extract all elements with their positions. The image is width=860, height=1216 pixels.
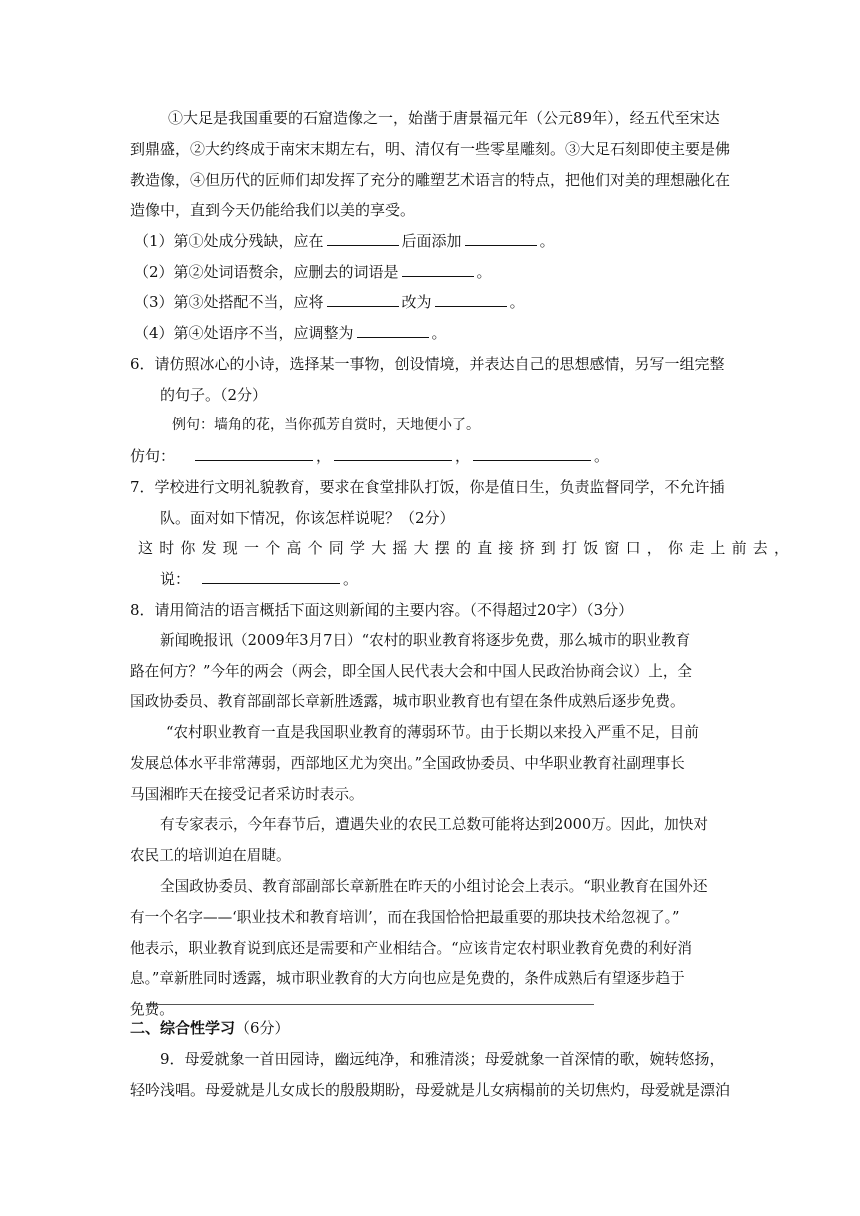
- section-title: 二、综合性学习: [130, 1019, 236, 1037]
- sub-question-4: [134, 323, 447, 343]
- sub-question-text: （4）第④处语序不当，应调整为: [134, 324, 354, 342]
- question-9-line: 轻吟浅唱。母爱就是儿女成长的殷殷期盼，母爱就是儿女病榻前的关切焦灼，母爱就是漂泊: [130, 1081, 731, 1099]
- answer-label: 仿句：: [130, 447, 176, 465]
- answer-blank[interactable]: [327, 231, 399, 246]
- passage-line: ①大足是我国重要的石窟造像之一，始凿于唐景福元年（公元89年），经五代至宋达: [168, 109, 720, 127]
- sub-question-1: [134, 231, 555, 251]
- news-line: 发展总体水平非常薄弱，西部地区尤为突出。”全国政协委员、中华职业教育社副理事长: [130, 755, 685, 772]
- news-line: 新闻晚报讯（2009年3月7日）“农村的职业教育将逐步免费，那么城市的职业教育: [160, 632, 691, 649]
- answer-blank[interactable]: [435, 292, 507, 307]
- question-6-example: 例句：墙角的花，当你孤芳自赏时，天地便小了。: [172, 417, 480, 433]
- sub-question-3: [134, 292, 525, 312]
- news-line: 有一个名字——‘职业技术和教育培训’，而在我国恰恰把最重要的那块技术给忽视了。”: [130, 909, 680, 926]
- passage-line: 造像中，直到今天仍能给我们以美的享受。: [130, 201, 416, 219]
- answer-blank[interactable]: [327, 292, 399, 307]
- question-7-line: 队。面对如下情况，你该怎样说呢？（2分）: [160, 509, 455, 527]
- news-line: “农村职业教育一直是我国职业教育的薄弱环节。由于长期以来投入严重不足，目前: [166, 724, 699, 741]
- separator: ，: [316, 447, 332, 465]
- news-line: 马国湘昨天在接受记者采访时表示。: [130, 786, 364, 803]
- question-9-line: 9．母爱就象一首田园诗，幽远纯净，和雅清淡；母爱就象一首深情的歌，婉转悠扬，: [160, 1050, 725, 1068]
- section-heading: [130, 1018, 290, 1038]
- answer-blank[interactable]: [465, 231, 537, 246]
- sub-question-text: 。: [509, 293, 525, 311]
- answer-blank[interactable]: [202, 569, 340, 584]
- news-line: 他表示，职业教育说到底还是需要和产业相结合。“应该肯定农村职业教育免费的利好消: [130, 940, 693, 957]
- passage-line: 教造像，④但历代的匠师们却发挥了充分的雕塑艺术语言的特点，把他们对美的理想融化在: [130, 171, 731, 189]
- news-line: 息。”章新胜同时透露，城市职业教育的大方向也应是免费的，条件成熟后有望逐步趋于: [130, 970, 685, 987]
- sub-question-text: 改为: [401, 293, 432, 311]
- sub-question-text: 。: [476, 263, 492, 281]
- sub-question-text: （3）第③处搭配不当，应将: [134, 293, 324, 311]
- sub-question-text: 后面添加: [401, 232, 462, 250]
- separator: 。: [594, 447, 610, 465]
- question-7-line: 这时你发现一个高个同学大摇大摆的直接挤到打饭窗口，你走上前去，: [138, 539, 796, 557]
- sub-question-text: 。: [431, 324, 447, 342]
- question-7-answer-row: [160, 569, 358, 589]
- separator: ，: [455, 447, 471, 465]
- news-line: 免费。: [130, 1001, 174, 1018]
- passage-line: 到鼎盛，②大约终成于南宋末期左右，明、清仅有一些零星雕刻。③大足石刻即使主要是佛: [130, 140, 731, 158]
- answer-blank[interactable]: [334, 446, 452, 461]
- news-line: 农民工的培训迫在眉睫。: [130, 847, 291, 864]
- sub-question-2: [134, 262, 492, 282]
- news-line: 有专家表示，今年春节后，遭遇失业的农民工总数可能将达到2000万。因此，加快对: [160, 816, 708, 833]
- answer-label: 说：: [160, 570, 191, 588]
- sub-question-text: （1）第①处成分残缺，应在: [134, 232, 324, 250]
- answer-blank[interactable]: [195, 446, 313, 461]
- news-line: 路在何方？”今年的两会（两会，即全国人民代表大会和中国人民政治协商会议）上，全: [130, 663, 693, 680]
- section-score: （6分）: [235, 1019, 290, 1037]
- answer-blank[interactable]: [473, 446, 591, 461]
- question-6-line: 6．请仿照冰心的小诗，选择某一事物，创设情境，并表达自己的思想感情，另写一组完整: [130, 355, 725, 373]
- sub-question-text: （2）第②处词语赘余，应删去的词语是: [134, 263, 399, 281]
- news-line: 国政协委员、教育部副部长章新胜透露，城市职业教育也有望在条件成熟后逐步免费。: [130, 693, 685, 710]
- question-6-answer-row: [130, 446, 609, 466]
- sub-question-text: 。: [539, 232, 555, 250]
- question-6-line: 的句子。（2分）: [160, 386, 268, 404]
- section-divider: [146, 1004, 594, 1005]
- separator: 。: [343, 570, 359, 588]
- question-8-line: 8．请用简洁的语言概括下面这则新闻的主要内容。（不得超过20字）（3分）: [130, 601, 634, 619]
- question-7-line: 7．学校进行文明礼貌教育，要求在食堂排队打饭，你是值日生，负责监督同学，不允许插: [130, 478, 725, 496]
- news-line: 全国政协委员、教育部副部长章新胜在昨天的小组讨论会上表示。“职业教育在国外还: [160, 878, 708, 895]
- answer-blank[interactable]: [402, 262, 474, 277]
- answer-blank[interactable]: [357, 323, 429, 338]
